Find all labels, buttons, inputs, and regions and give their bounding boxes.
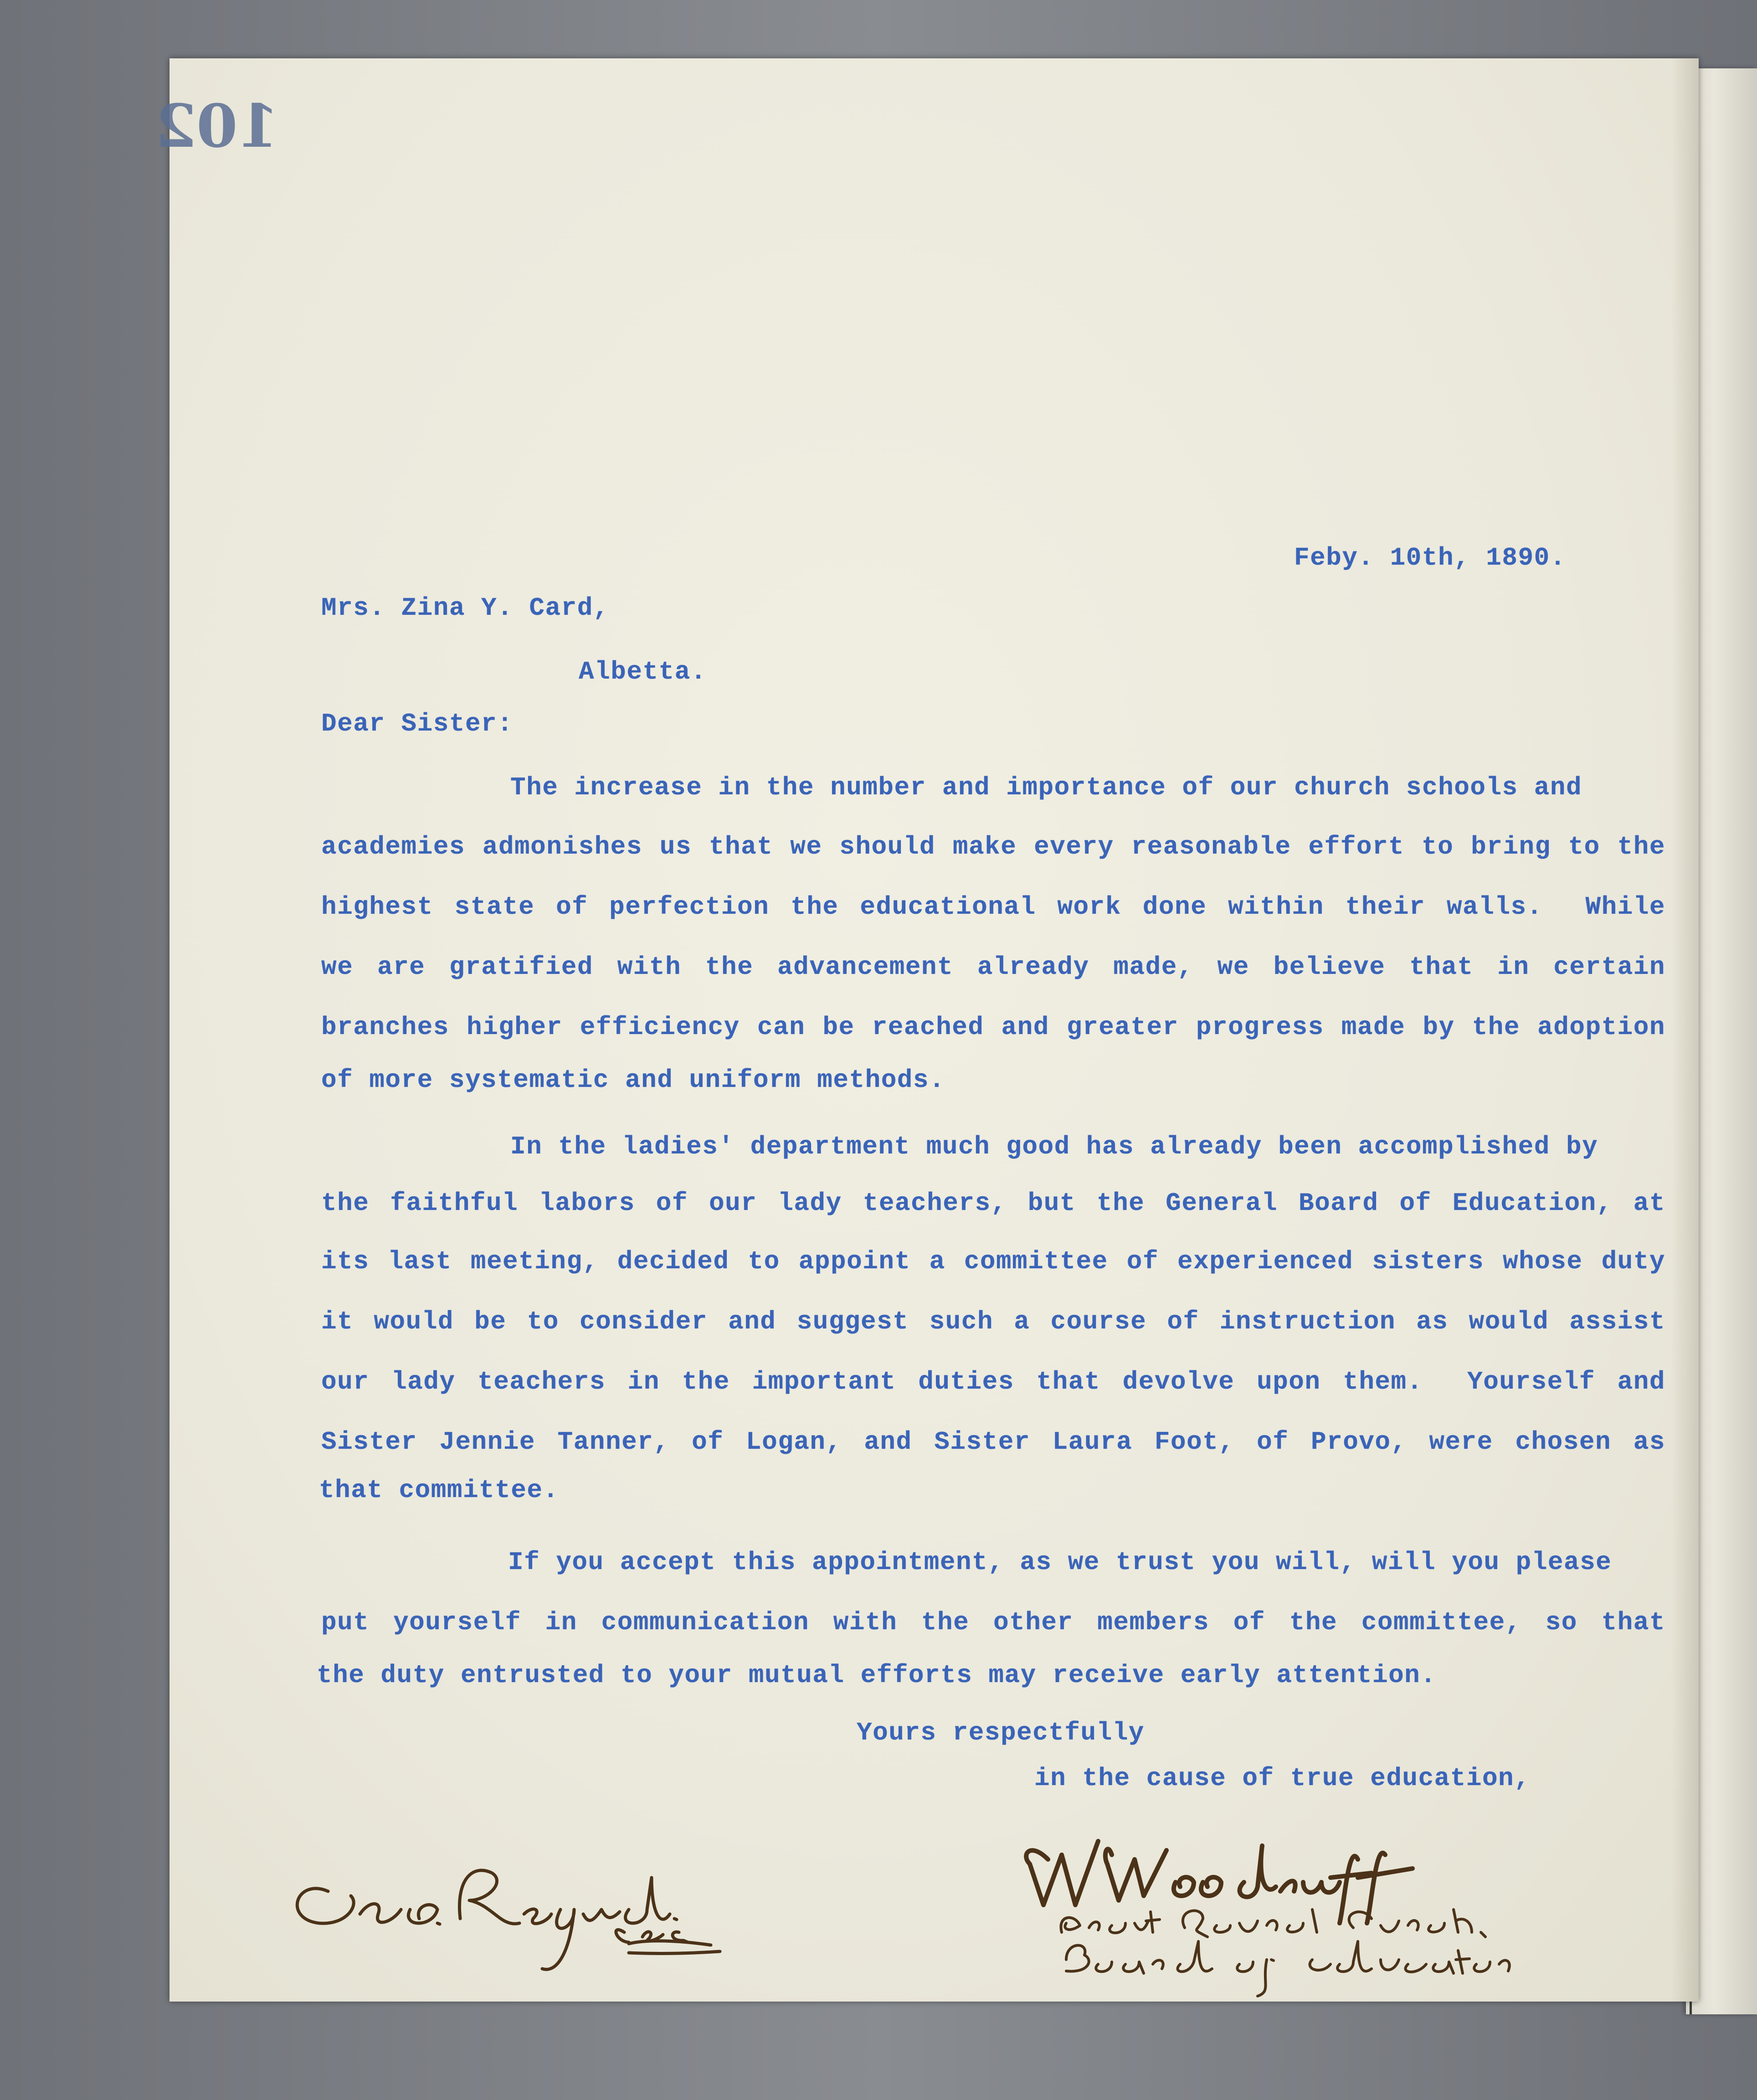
closing-line: Yours respectfully (857, 1718, 1145, 1747)
page-number-stamp: 102 (155, 91, 279, 161)
paragraph1-line: academies admonishes us that we should make every reasonable effort to bring to the (321, 832, 1665, 861)
paragraph1-line: we are gratified with the advancement already made, we believe that in certain (321, 952, 1665, 982)
president-signature-text (1025, 1841, 1028, 1842)
paragraph2-line: our lady teachers in the important duties that devolve upon them. Yourself and (321, 1367, 1665, 1396)
paragraph3-line: If you accept this appointment, as we trust you will, will you please (508, 1548, 1612, 1577)
closing-line: in the cause of true education, (1034, 1764, 1531, 1793)
addressee-name: Mrs. Zina Y. Card, (321, 593, 609, 623)
paragraph1-line: of more systematic and uniform methods. (321, 1065, 945, 1095)
paragraph1-line: The increase in the number and importance of our church schools and (510, 773, 1582, 802)
paragraph1-line: branches higher efficiency can be reached and greater progress made by the adoption (321, 1013, 1665, 1042)
letter-date: Feby. 10th, 1890. (1294, 543, 1566, 572)
paragraph2-line: that committee. (319, 1476, 559, 1505)
paragraph2-line: the faithful labors of our lady teachers, but the General Board of Education, at (321, 1189, 1665, 1218)
paragraph1-line: highest state of perfection the educational work done within their walls. While (321, 892, 1665, 921)
secretary-signature-text (292, 1866, 296, 1867)
paragraph2-line: it would be to consider and suggest such a course of instruction as would assist (321, 1307, 1665, 1336)
paragraph3-line: put yourself in communication with the other members of the committee, so that (321, 1608, 1665, 1637)
paragraph2-line: its last meeting, decided to appoint a committee of experienced sisters whose duty (321, 1247, 1665, 1276)
paragraph2-line: Sister Jennie Tanner, of Logan, and Sister Laura Foot, of Provo, were chosen as (321, 1427, 1665, 1457)
salutation: Dear Sister: (321, 709, 514, 738)
page-fold-shadow (1671, 58, 1699, 2002)
addressee-place: Albetta. (579, 657, 707, 686)
president-title-line1 (1057, 1914, 1062, 1915)
paragraph2-line: In the ladies' department much good has already been accomplished by (510, 1132, 1598, 1161)
paragraph3-line: the duty entrusted to your mutual efforts may receive early attention. (317, 1661, 1437, 1690)
